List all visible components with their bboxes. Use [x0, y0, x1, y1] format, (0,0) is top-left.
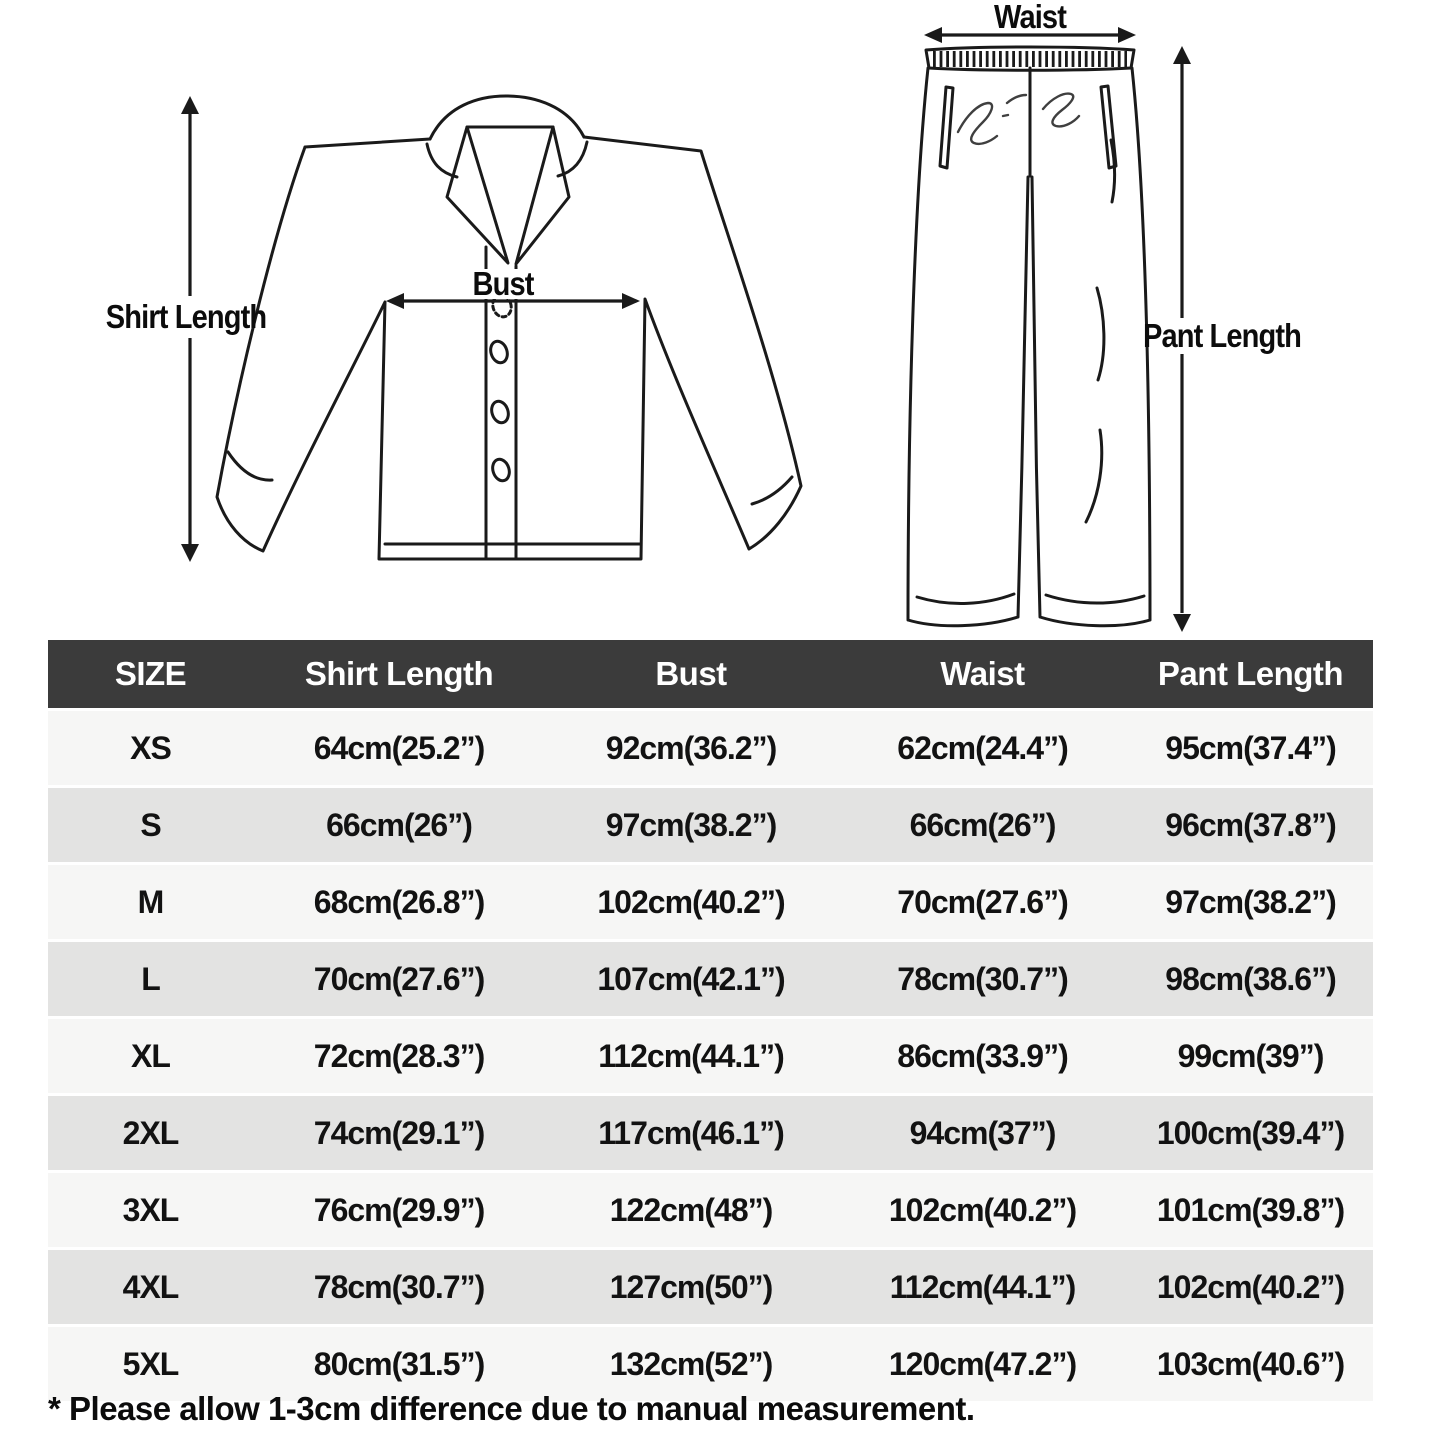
shirt-body-outline [217, 137, 801, 559]
table-header-row [48, 640, 1373, 708]
measurement-cell: 97cm(38.2”) [1128, 865, 1373, 939]
size-cell: XL [48, 1019, 253, 1093]
measurement-cell: 103cm(40.6”) [1128, 1327, 1373, 1401]
size-cell: S [48, 788, 253, 862]
measurement-cell: 92cm(36.2”) [545, 711, 837, 785]
shirt-length-label: Shirt Length [105, 298, 267, 335]
button [488, 339, 510, 365]
table-row [48, 1096, 1373, 1170]
waist-label: Waist [994, 0, 1066, 35]
table-row [48, 942, 1373, 1016]
button [489, 399, 511, 425]
measurement-cell: 76cm(29.9”) [253, 1173, 545, 1247]
table-row [48, 711, 1373, 785]
size-table [48, 640, 1373, 1404]
shirt-drawing [217, 96, 801, 559]
measurement-cell: 70cm(27.6”) [253, 942, 545, 1016]
measurement-cell: 97cm(38.2”) [545, 788, 837, 862]
table-row [48, 1250, 1373, 1324]
measurement-cell: 72cm(28.3”) [253, 1019, 545, 1093]
measurement-cell: 70cm(27.6”) [837, 865, 1128, 939]
measurement-cell: 64cm(25.2”) [253, 711, 545, 785]
measurement-cell: 80cm(31.5”) [253, 1327, 545, 1401]
measurement-cell: 101cm(39.8”) [1128, 1173, 1373, 1247]
measurement-cell: 78cm(30.7”) [253, 1250, 545, 1324]
button [490, 457, 512, 483]
size-cell: L [48, 942, 253, 1016]
column-header: SIZE [48, 640, 253, 708]
pants-drawing [908, 47, 1150, 626]
table-row [48, 788, 1373, 862]
size-cell: 3XL [48, 1173, 253, 1247]
table-row [48, 1019, 1373, 1093]
measurement-cell: 102cm(40.2”) [545, 865, 837, 939]
measurement-cell: 132cm(52”) [545, 1327, 837, 1401]
measurement-cell: 74cm(29.1”) [253, 1096, 545, 1170]
measurement-cell: 112cm(44.1”) [545, 1019, 837, 1093]
shirt-lapels [447, 127, 569, 264]
size-cell: M [48, 865, 253, 939]
size-table-grid [48, 637, 1373, 1404]
measurement-cell: 94cm(37”) [837, 1096, 1128, 1170]
measurement-cell: 107cm(42.1”) [545, 942, 837, 1016]
measurement-cell: 117cm(46.1”) [545, 1096, 837, 1170]
leg-creases [917, 140, 1144, 603]
measurement-cell: 127cm(50”) [545, 1250, 837, 1324]
size-cell: 5XL [48, 1327, 253, 1401]
size-cell: 4XL [48, 1250, 253, 1324]
measurement-cell: 68cm(26.8”) [253, 865, 545, 939]
pants-pocket-slits [940, 86, 1116, 168]
bust-label: Bust [469, 269, 537, 299]
measurement-cell: 98cm(38.6”) [1128, 942, 1373, 1016]
table-body [48, 711, 1373, 1401]
measurement-cell: 66cm(26”) [253, 788, 545, 862]
waist-fabric-wrinkles [958, 94, 1079, 144]
measurement-cell: 99cm(39”) [1128, 1019, 1373, 1093]
measurement-disclaimer: * Please allow 1-3cm difference due to manual measurement. [48, 1390, 975, 1427]
measurement-cell: 112cm(44.1”) [837, 1250, 1128, 1324]
measurement-cell: 66cm(26”) [837, 788, 1128, 862]
measurement-cell: 122cm(48”) [545, 1173, 837, 1247]
measurement-cell: 78cm(30.7”) [837, 942, 1128, 1016]
shirt-buttons [488, 293, 514, 483]
measurement-cell: 102cm(40.2”) [837, 1173, 1128, 1247]
size-cell: XS [48, 711, 253, 785]
pant-length-label: Pant Length [1142, 317, 1302, 354]
measurement-cell: 100cm(39.4”) [1128, 1096, 1373, 1170]
column-header: Bust [545, 640, 837, 708]
shirt-cuff-creases [228, 452, 792, 504]
measurement-cell: 102cm(40.2”) [1128, 1250, 1373, 1324]
measurement-cell: 86cm(33.9”) [837, 1019, 1128, 1093]
column-header: Pant Length [1128, 640, 1373, 708]
measurement-cell: 62cm(24.4”) [837, 711, 1128, 785]
table-row [48, 865, 1373, 939]
column-header: Waist [837, 640, 1128, 708]
column-header: Shirt Length [253, 640, 545, 708]
measurement-cell: 96cm(37.8”) [1128, 788, 1373, 862]
size-cell: 2XL [48, 1096, 253, 1170]
table-row [48, 1173, 1373, 1247]
measurement-cell: 120cm(47.2”) [837, 1327, 1128, 1401]
measurement-cell: 95cm(37.4”) [1128, 711, 1373, 785]
